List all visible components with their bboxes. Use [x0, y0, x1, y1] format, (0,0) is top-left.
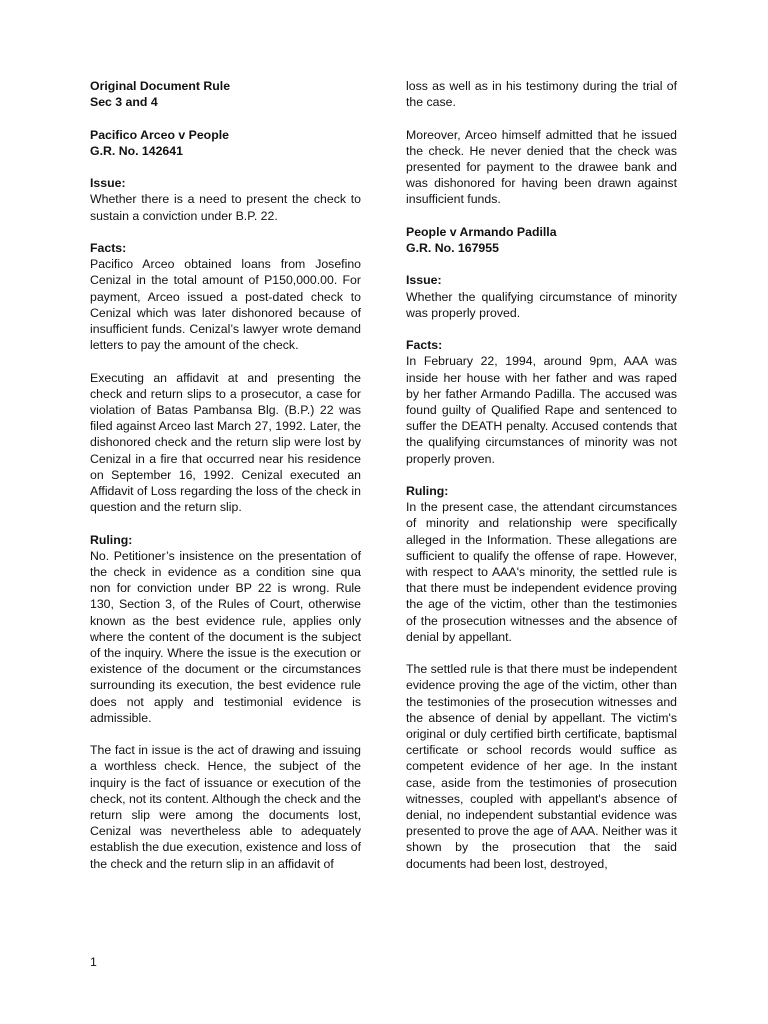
issue-paragraph: Whether there is a need to present the check to sustain a conviction under B.P. 22.	[90, 192, 361, 223]
continued-paragraph: loss as well as in his testimony during the trial of the case.	[406, 79, 677, 110]
facts-paragraph: Executing an affidavit at and presenting the check and return slips to a prosecutor, a case for violation of Batas Pambansa Blg. (B.P.) 22 was filed against Arceo last March 27, 1992. Later, the dishonored check and the return slip were lost by Cenizal in a fire that occurred near his residence on September 16, 1992. Cenizal executed an Affidavit of Loss regarding the loss of the check in question and the return slip.	[90, 370, 361, 515]
facts-heading: Facts:	[406, 338, 443, 353]
case-gr-number: G.R. No. 142641	[90, 143, 183, 158]
issue-paragraph: Whether the qualifying circumstance of minority was properly proved.	[406, 289, 677, 320]
ruling-heading: Ruling:	[90, 532, 133, 547]
case-title: Pacifico Arceo v People	[90, 127, 229, 142]
issue-heading: Issue:	[90, 176, 126, 191]
ruling-paragraph: In the present case, the attendant circumstances of minority and relationship were specifically alleged in the Information. These allegations are sufficient to qualify the offense of rape. However, with respect to AAA's minority, the settled rule is that there must be independent evidence proving the age of the victim, other than the testimonies of the prosecution witnesses and the absence of denial by appellant.	[406, 500, 677, 644]
facts-paragraph: Pacifico Arceo obtained loans from Josefino Cenizal in the total amount of P150,000.00. For payment, Arceo issued a post-dated check to Cenizal which was later dishonored because of insufficient funds. Cenizal’s lawyer wrote demand letters to pay the amount of the check.	[90, 257, 361, 353]
page-number: 1	[90, 955, 97, 969]
case-title: People v Armando Padilla	[406, 224, 557, 239]
facts-heading: Facts:	[90, 240, 127, 255]
right-column	[406, 78, 677, 888]
case-gr-number: G.R. No. 167955	[406, 241, 499, 255]
facts-paragraph: In February 22, 1994, around 9pm, AAA was inside her house with her father and was raped by her father Armando Padilla. The accused was found guilty of Qualified Rape and sentenced to suffer the DEATH penalty. Accused contends that the qualifying circumstances of minority was not properly proven.	[406, 354, 677, 466]
ruling-paragraph: No. Petitioner’s insistence on the presentation of the check in evidence as a condition sine qua non for conviction under BP 22 is wrong. Rule 130, Section 3, of the Rules of Court, otherwise known as the best evidence rule, applies only where the content of the document is the subject of the inquiry. Where the issue is the execution or existence of the document or the circumstances surrounding its execution, the best evidence rule does not apply and testimonial evidence is admissible.	[90, 548, 361, 725]
ruling-paragraph: The fact in issue is the act of drawing and issuing a worthless check. Hence, the subject of the inquiry is the fact of issuance or execution of the check, not its content. Although the check and the return slip were among the documents lost, Cenizal was nevertheless able to adequately establish the due execution, existence and loss of the check and the return slip in an affidavit of	[90, 743, 361, 871]
issue-heading: Issue:	[406, 273, 442, 288]
ruling-paragraph: The settled rule is that there must be independent evidence proving the age of the victim, other than the testimonies of the prosecution witnesses and the absence of denial by appellant. The victim's original or duly certified birth certificate, baptismal certificate or school records would suffice as competent evidence of her age. In the instant case, aside from the testimonies of prosecution witnesses, coupled with appellant's absence of denial, no independent substantial evidence was presented to prove the age of AAA. Neither was it shown by the prosecution that the said documents had been lost, destroyed,	[406, 662, 677, 871]
left-column	[90, 78, 361, 888]
continued-paragraph: Moreover, Arceo himself admitted that he issued the check. He never denied that the check was presented for payment to the drawee bank and was dishonored for having been drawn against insufficient funds.	[406, 127, 677, 207]
document-subtitle: Sec 3 and 4	[90, 95, 158, 110]
ruling-heading: Ruling:	[406, 484, 449, 498]
document-title: Original Document Rule	[90, 79, 231, 93]
